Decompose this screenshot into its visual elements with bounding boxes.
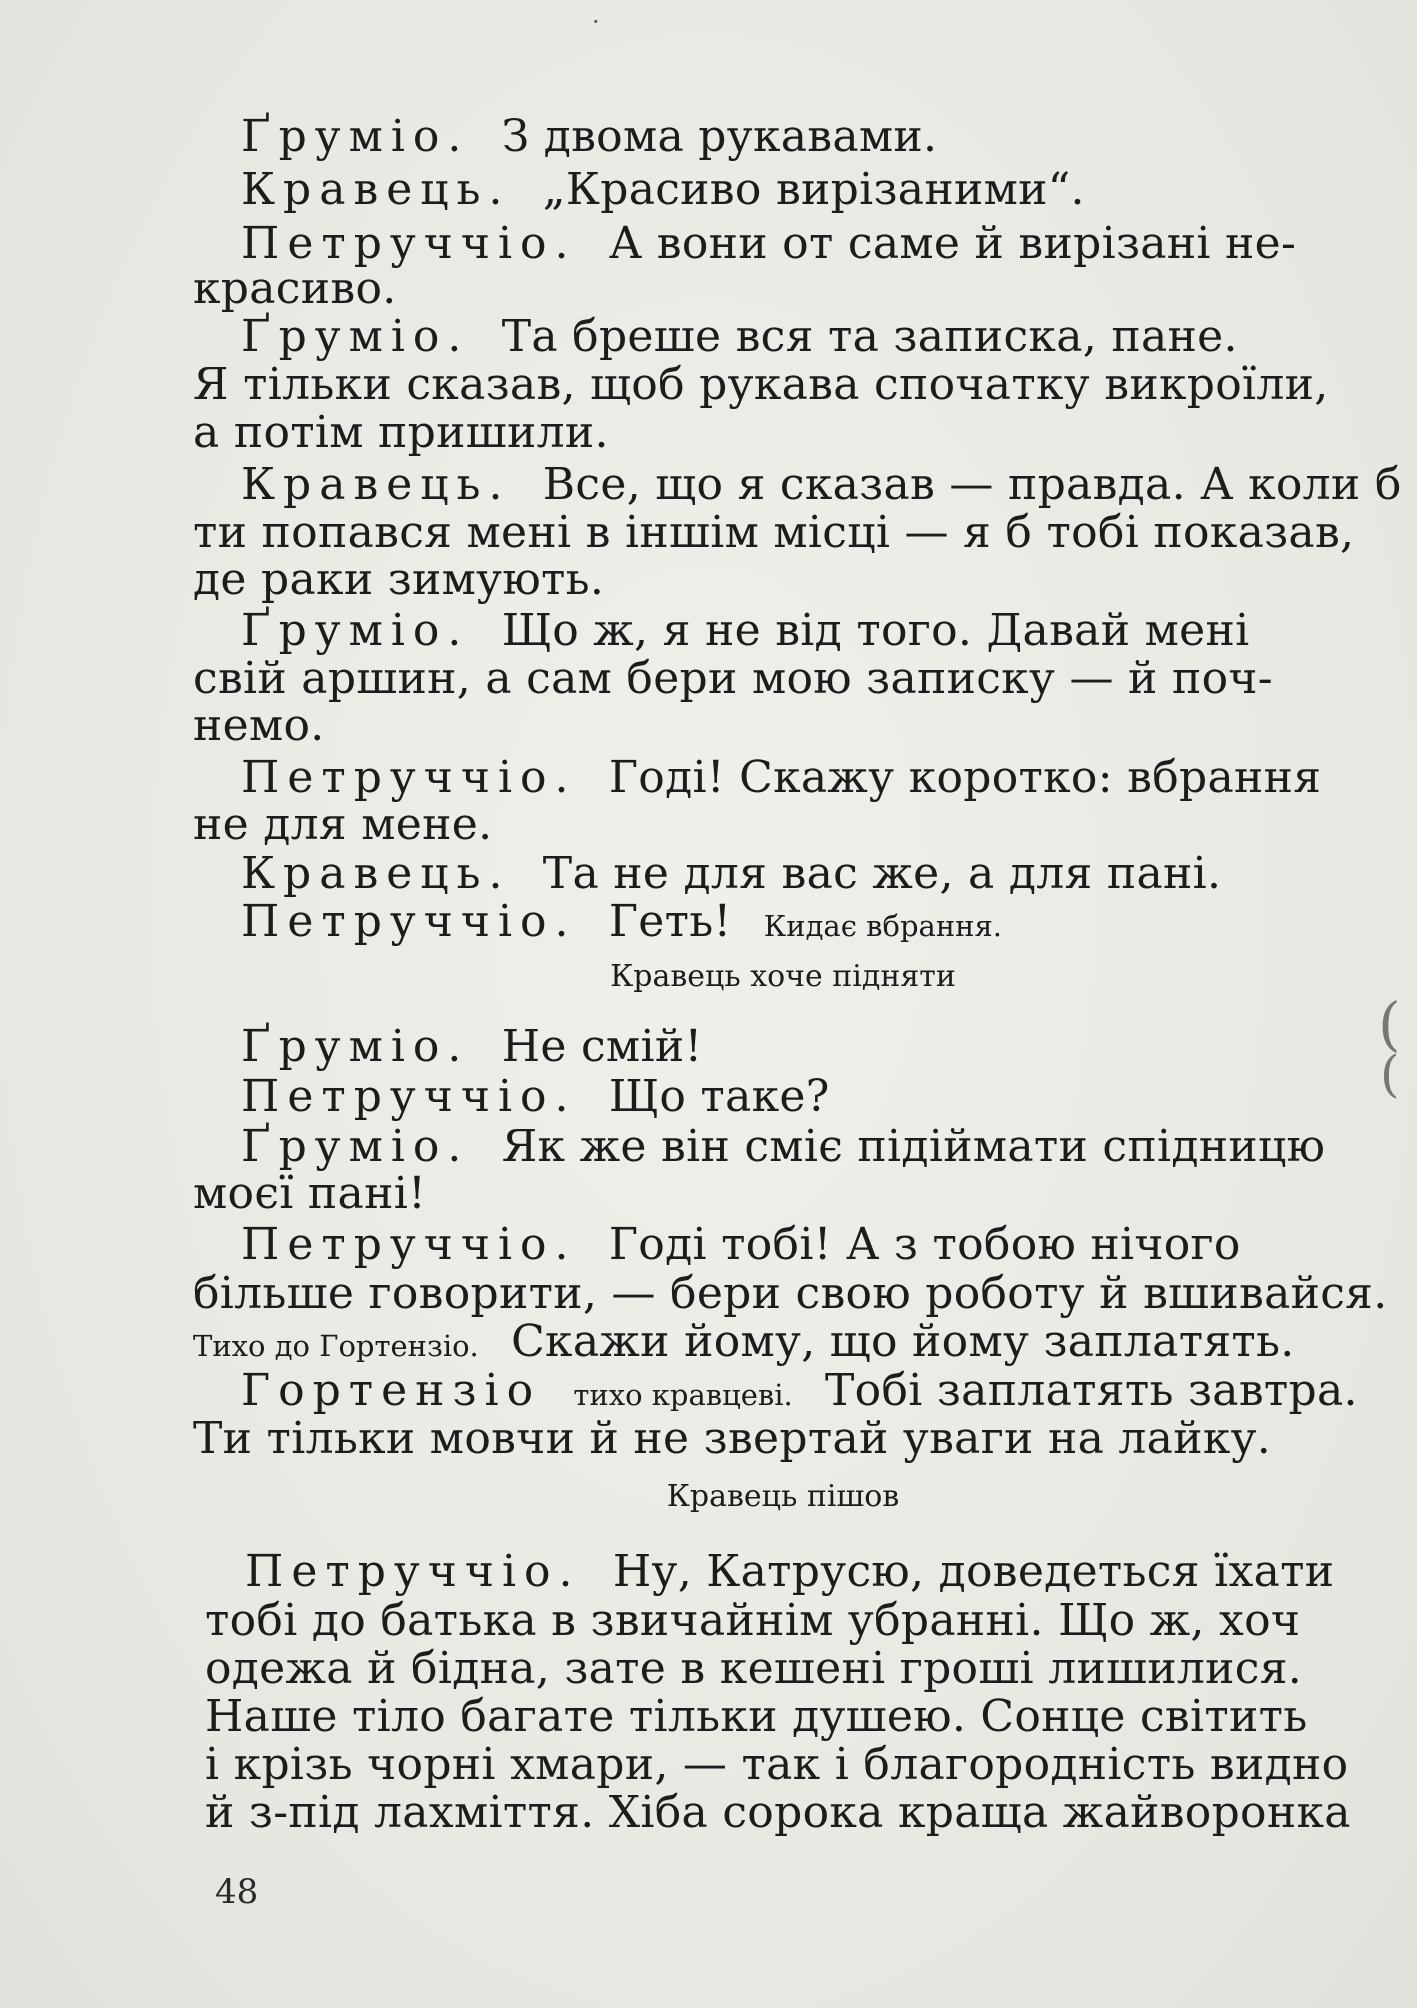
speaker-name: Ґруміо.	[241, 111, 470, 162]
text-line	[193, 360, 1373, 410]
speaker-name: Кравець.	[241, 164, 511, 215]
text-line	[241, 606, 1373, 656]
text-line	[205, 1788, 1385, 1838]
text-line	[241, 1220, 1373, 1270]
text-line	[193, 264, 1373, 314]
text-line	[241, 1366, 1373, 1420]
speaker-name: Ґруміо.	[241, 311, 470, 362]
speaker-name: Петруччіо.	[241, 1219, 577, 1270]
line-text: З двома рукавами.	[501, 111, 938, 162]
line-text: Що таке?	[608, 1071, 830, 1122]
line-text: Як же він сміє підіймати спідницю	[501, 1121, 1326, 1172]
line-text: більше говорити, — бери свою роботу й вшивайся.	[193, 1268, 1388, 1319]
speaker-name: Кравець.	[241, 848, 511, 899]
speaker-name: Петруччіо.	[241, 1071, 577, 1122]
scan-mark: (	[1380, 1045, 1400, 1103]
stage-direction-inline: Тихо до Гортензіо.	[193, 1329, 479, 1363]
text-line	[241, 1022, 1373, 1072]
speaker-name: Гортензіо	[241, 1365, 542, 1416]
line-text: Ну, Катрусю, доведеться їхати	[612, 1546, 1335, 1597]
speaker-name: Петруччіо.	[241, 752, 577, 803]
text-line	[241, 1072, 1373, 1122]
line-text: красиво.	[193, 263, 397, 314]
stage-direction-inline: Кидає вбрання.	[763, 909, 1002, 943]
line-text: немо.	[193, 700, 325, 751]
line-text: Та бреше вся та записка, пане.	[501, 311, 1238, 362]
line-text: а потім пришили.	[193, 407, 609, 458]
text-line	[193, 555, 1373, 605]
text-line	[193, 800, 1373, 850]
text-line	[241, 219, 1373, 269]
speaker-name: Ґруміо.	[241, 1121, 470, 1172]
text-line	[193, 1169, 1373, 1219]
text-line	[241, 459, 1402, 510]
scan-mark: (	[1378, 990, 1401, 1058]
stage-direction: Кравець хоче підняти	[610, 959, 956, 994]
line-text: Ти тільки мовчи й не звертай уваги на лайку.	[193, 1413, 1272, 1464]
line-text: й з-під лахміття. Хіба сорока краща жайворонка	[205, 1787, 1351, 1838]
stage-direction-inline: тихо кравцеві.	[573, 1378, 793, 1412]
stage-direction: Кравець пішов	[666, 1479, 900, 1514]
text-line	[205, 1644, 1385, 1694]
speaker-name: Кравець.	[241, 459, 511, 510]
scan-dot: ·	[592, 8, 600, 36]
speaker-name: Петруччіо.	[241, 218, 577, 269]
line-text: Годі! Скажу коротко: вбрання	[608, 752, 1322, 803]
text-line	[241, 753, 1373, 803]
line-text: Я тільки сказав, щоб рукава спочатку викроїли,	[193, 359, 1329, 410]
text-line	[193, 654, 1373, 704]
page-number: 48	[215, 1872, 259, 1912]
line-text: ти попався мені в іншім місці — я б тобі показав,	[193, 507, 1355, 558]
line-text: і крізь чорні хмари, — так і благородність видно	[205, 1739, 1349, 1790]
line-text: „Красиво вирізаними“.	[542, 164, 1085, 215]
line-text: моєї пані!	[193, 1168, 427, 1219]
text-line	[241, 165, 1373, 215]
speaker-name: Ґруміо.	[241, 1021, 470, 1072]
line-text: Все, що я сказав — правда. А коли б	[542, 459, 1402, 510]
line-text: Наше тіло багате тільки душею. Сонце світить	[205, 1691, 1308, 1742]
text-line	[241, 849, 1373, 899]
line-text: свій аршин, а сам бери мою записку — й поч-	[193, 653, 1273, 704]
text-line	[245, 1547, 1373, 1597]
speaker-name: Петруччіо.	[245, 1546, 581, 1597]
text-line	[241, 1122, 1373, 1172]
line-text: Що ж, я не від того. Давай мені	[501, 605, 1250, 656]
line-text: А вони от саме й вирізані не-	[608, 218, 1297, 269]
text-line	[205, 1596, 1385, 1646]
text-line	[241, 312, 1373, 362]
line-text: Тобі заплатять завтра.	[825, 1365, 1358, 1416]
speaker-name: Петруччіо.	[241, 896, 577, 947]
line-text: Геть!	[608, 896, 732, 947]
text-line	[241, 112, 1373, 162]
line-text: тобі до батька в звичайнім убранні. Що ж, хоч	[205, 1595, 1301, 1646]
text-line	[193, 508, 1373, 558]
line-text: Скажи йому, що йому заплатять.	[511, 1316, 1295, 1367]
text-line	[205, 1692, 1385, 1742]
text-line	[193, 701, 1373, 751]
line-text: Не смій!	[501, 1021, 703, 1072]
line-text: де раки зимують.	[193, 554, 605, 605]
text-line	[193, 1317, 1373, 1371]
text-line	[193, 1268, 1388, 1319]
text-line	[205, 1740, 1385, 1790]
line-text: Та не для вас же, а для пані.	[542, 848, 1222, 899]
line-text: Годі тобі! А з тобою нічого	[608, 1219, 1241, 1270]
line-text: не для мене.	[193, 799, 493, 850]
text-line	[193, 408, 1373, 458]
speaker-name: Ґруміо.	[241, 605, 470, 656]
text-line	[241, 897, 1373, 951]
line-text: одежа й бідна, зате в кешені гроші лишилися.	[205, 1643, 1303, 1694]
text-line	[193, 1414, 1373, 1464]
